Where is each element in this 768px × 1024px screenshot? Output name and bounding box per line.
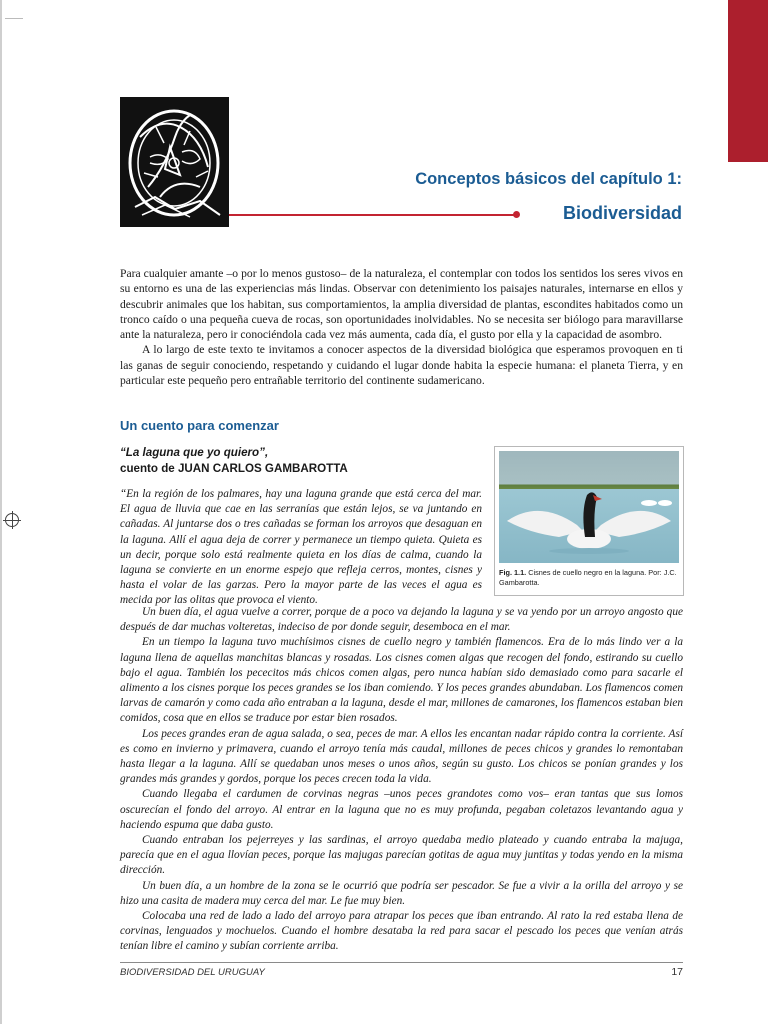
story-paragraph: En un tiempo la laguna tuvo muchísimos cisnes de cuello negro y también flamencos. Era de lo más lindo ver a la laguna llena de aquellas manchitas blancas y rosadas. Los cisnes comen algas que recogen del fondo, estirando su cuello bajo el agua. También los pececitos más chicos comen algas, pero nunca habían sido demasiado como para sacarle el alimento a los cisnes porque los peces grandes se los iban comiendo. Y los peces grandes abundaban. Los flamencos comen larvas de camarón y como cada año entraban a la laguna, desde el mar, millones de camarones, los flamencos estaban bien comidos, cosa que en ellos se traduce por estar bien rosados. xyxy=(120,636,683,725)
intro-text xyxy=(120,266,683,388)
chapter-rule-dot xyxy=(513,211,520,218)
story-title: “La laguna que yo quiero”, xyxy=(120,446,269,459)
story-paragraph: Un buen día, el agua vuelve a correr, porque de a poco va dejando la laguna y se va yendo por un arroyo angosto que después de dar muchas volteretas, indeciso de por donde seguir, desemboca en el mar. xyxy=(120,606,683,634)
figure-caption xyxy=(499,568,681,588)
page-edge xyxy=(0,0,2,1024)
chapter-rule xyxy=(229,214,517,216)
story-paragraph: Colocaba una red de lado a lado del arroyo para atrapar los peces que iban entrando. Al rato la red estaba llena de corvinas, lenguados y mochuelos. Cuando el hombre desataba la red para sacar el pescado los peces que venían atrás tenían libre el camino y subían corriente arriba. xyxy=(120,910,683,953)
figure-box xyxy=(494,446,684,596)
crop-mark xyxy=(5,18,23,19)
footer-book-title: BIODIVERSIDAD DEL URUGUAY xyxy=(120,967,265,978)
woodcut-icon xyxy=(120,97,229,227)
story-author: cuento de JUAN CARLOS GAMBAROTTA xyxy=(120,461,348,475)
registration-mark-icon xyxy=(5,513,19,527)
section-heading: Un cuento para comenzar xyxy=(120,418,279,433)
intro-paragraph: A lo largo de este texto te invitamos a conocer aspectos de la diversidad biológica que esperamos provoquen en ti las ganas de seguir conociendo, respetando y cuidando el lugar donde habita la especie humana: el planeta Tierra, y en particular este pequeño pero entrañable territorio del continente sudamericano. xyxy=(120,343,683,388)
story-paragraph: Un buen día, a un hombre de la zona se le ocurrió que podría ser pescador. Se fue a vivir a la orilla del arroyo y se hizo una casita de madera muy cerca del mar. Le fue muy bien. xyxy=(120,879,683,907)
story-body xyxy=(120,605,683,955)
swan-photo xyxy=(499,451,679,563)
story-title-block xyxy=(120,445,480,476)
story-paragraph: Los peces grandes eran de agua salada, o sea, peces de mar. A ellos les encantan nadar rápido contra la corriente. Así es como en invierno y primavera, cuando el arroyo tenía más caudal, millones de peces chicos y grandes lo remontaban hasta llegar a la laguna. Allí se quedaban unos meses o unos años, según su gusto. Los chicos se ponían grandes y los grandes más grandes y gordos, porque los peces crecen toda la vida. xyxy=(120,727,683,786)
story-paragraph: “En la región de los palmares, hay una laguna grande que está cerca del mar. El agua de lluvia que cae en las serranías que están lejos, se va juntando en cañadas. Al juntarse dos o tres cañadas se forman los arroyos que desaguan en la laguna. Allí el agua deja de correr y permanece un tiempo quieta. Quieta es un decir, porque solo está realmente quieta en los días de calma, cuando la laguna se convierte en un enorme espejo que refleja cerros, montes, cisnes y hasta el volar de las garzas. Pero la mayor parte de las veces el agua es mecida por las olitas que provoca el viento. xyxy=(120,488,482,607)
caption-credit: Por: J.C. Gambarotta. xyxy=(499,568,677,587)
chapter-label: Conceptos básicos del capítulo 1: xyxy=(415,170,682,188)
intro-paragraph: Para cualquier amante –o por lo menos gustoso– de la naturaleza, el contemplar con todos los sentidos los seres vivos en su entorno es una de las experiencias más lindas. Observar con detenimiento los paisajes naturales, internarse en ellos y descubrir animales que los habitan, sus comportamientos, la amplia diversidad de plantas, escondites habitados como un tronco caído o una pequeña cueva de rocas, son oportunidades inolvidables. No se necesita ser biólogo para maravillarse ante la naturaleza, pero ir conociéndola cada vez más aumenta, cada día, el gusto por ella y la capacidad de asombro. xyxy=(120,267,683,342)
chapter-tab xyxy=(728,0,768,162)
story-opening xyxy=(120,487,482,609)
chapter-title: Biodiversidad xyxy=(562,203,682,223)
chapter-logo-illustration xyxy=(120,97,229,227)
caption-label: Fig. 1.1. xyxy=(499,568,527,577)
caption-text: Cisnes de cuello negro en la laguna. xyxy=(528,568,647,577)
footer-rule xyxy=(120,962,683,963)
story-paragraph: Cuando entraban los pejerreyes y las sardinas, el arroyo quedaba medio plateado y cuando entraba la majuga, parecía que en el agua llovían peces, porque las majugas parecían gotitas de agua muy juntitas y todas yendo en la misma dirección. xyxy=(120,834,683,877)
story-paragraph: Cuando llegaba el cardumen de corvinas negras –unos peces grandotes como vos– eran tantas que sus lomos oscurecían el fondo del arroyo. Al entrar en la laguna que no es muy profunda, pegaban coletazos levantando agua y haciendo espuma que daba gusto. xyxy=(120,788,683,831)
swan-icon xyxy=(499,451,679,563)
page-number: 17 xyxy=(671,966,683,978)
